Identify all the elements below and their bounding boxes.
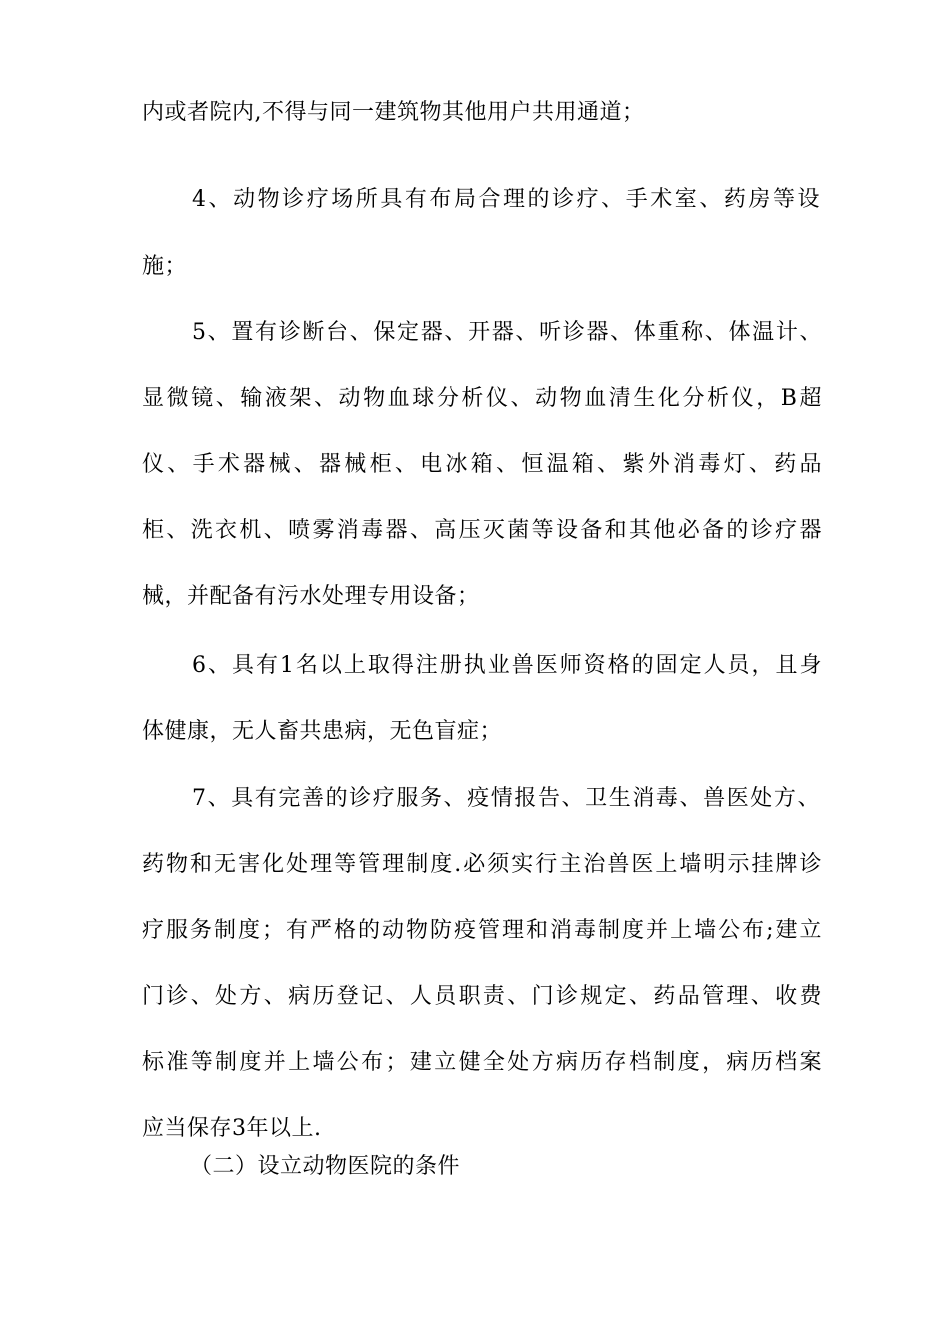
text-line-5: 显微镜、输液架、动物血球分析仪、动物血清生化分析仪，B超 [142,386,822,411]
text-line-2: 4、动物诊疗场所具有布局合理的诊疗、手术室、药房等设 [192,187,820,212]
text-line-7: 柜、洗衣机、喷雾消毒器、高压灭菌等设备和其他必备的诊疗器 [142,518,822,543]
section-heading: （二）设立动物医院的条件 [190,1154,461,1179]
text-line-12: 药物和无害化处理等管理制度.必须实行主治兽医上墙明示挂牌诊 [142,852,822,877]
text-line-11: 7、具有完善的诊疗服务、疫情报告、卫生消毒、兽医处方、 [192,786,820,811]
text-line-3: 施； [142,254,188,279]
text-line-8: 械，并配备有污水处理专用设备； [142,584,480,609]
text-line-13: 疗服务制度；有严格的动物防疫管理和消毒制度并上墙公布;建立 [142,918,822,943]
text-line-9: 6、具有1名以上取得注册执业兽医师资格的固定人员，且身 [192,653,822,678]
text-line-6: 仪、手术器械、器械柜、电冰箱、恒温箱、紫外消毒灯、药品 [142,452,822,477]
text-line-14: 门诊、处方、病历登记、人员职责、门诊规定、药品管理、收费 [142,984,822,1009]
text-line-1: 内或者院内,不得与同一建筑物其他用户共用通道； [142,100,645,125]
text-line-16: 应当保存3年以上. [142,1116,322,1141]
text-line-15: 标准等制度并上墙公布；建立健全处方病历存档制度，病历档案 [142,1050,822,1075]
text-line-4: 5、置有诊断台、保定器、开器、听诊器、体重称、体温计、 [192,320,822,345]
text-line-10: 体健康，无人畜共患病，无色盲症； [142,719,503,744]
